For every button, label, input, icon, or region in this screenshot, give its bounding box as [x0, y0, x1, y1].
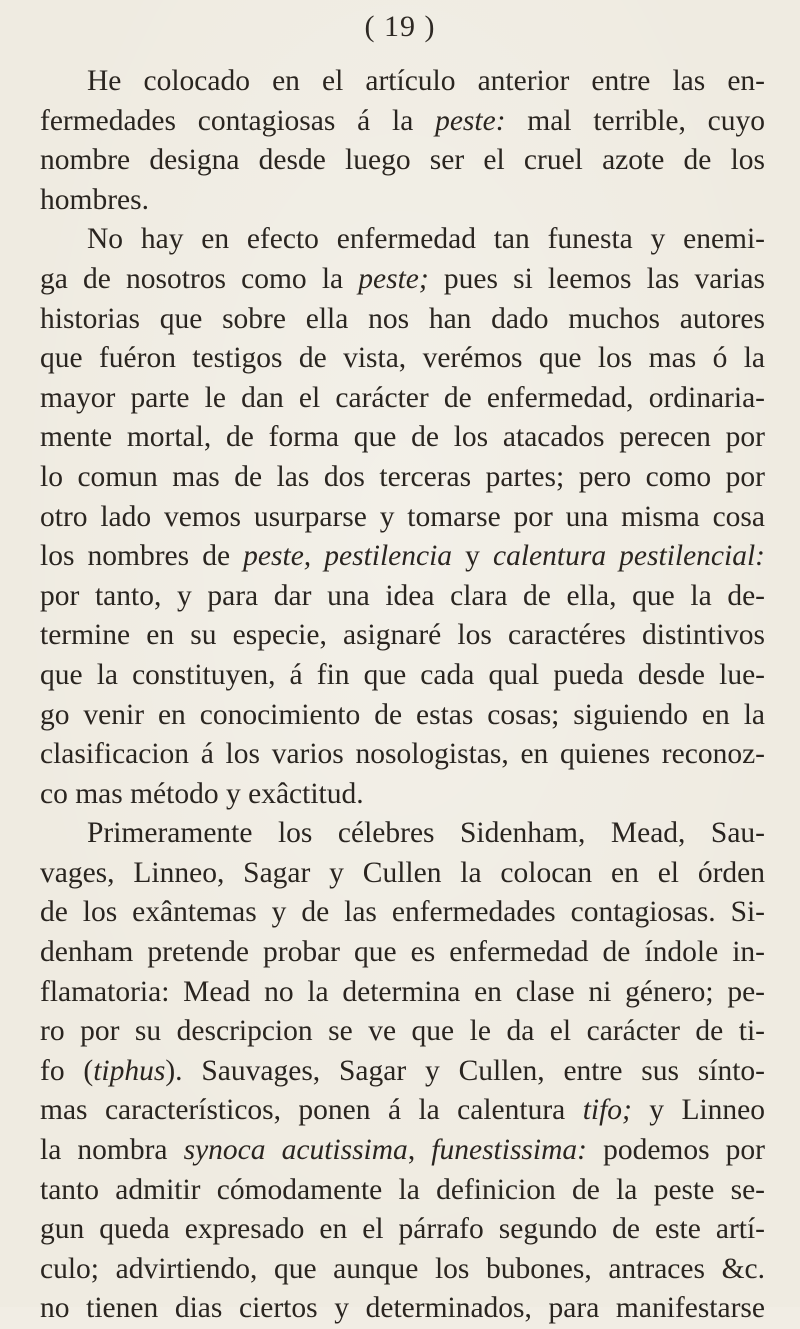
text-line — [40, 814, 765, 854]
text-segment: He colocado en el artículo anterior entre las en- — [87, 65, 765, 97]
text-segment: vages, Linneo, Sagar y Cullen la colocan en el órden — [40, 856, 765, 889]
text-segment: termine en su especie, asignaré los caractéres distintivos — [40, 619, 765, 652]
text-line — [40, 220, 765, 260]
text-line — [40, 1012, 765, 1052]
text-line — [40, 1131, 765, 1171]
text-segment: los nombres de — [40, 540, 244, 573]
text-segment: historias que sobre ella nos han dado muchos autores — [40, 302, 765, 335]
text-segment: pues si leemos las varias — [428, 262, 765, 295]
text-segment: mayor parte le dan el carácter de enfermedad, ordinaria- — [40, 381, 765, 414]
text-line — [40, 893, 765, 933]
italic-term: tiphus — [93, 1054, 166, 1087]
text-segment: ga de nosotros como la — [40, 262, 359, 295]
text-line — [40, 141, 765, 181]
text-line — [40, 775, 765, 815]
text-line — [40, 260, 765, 300]
text-line — [40, 458, 765, 498]
text-segment: flamatoria: Mead no la determina en clase ni género; pe- — [40, 975, 765, 1008]
text-segment: mas característicos, ponen á la calentura — [40, 1094, 583, 1127]
text-segment: denham pretende probar que es enfermedad de índole in- — [40, 936, 765, 969]
text-segment: ro por su descripcion se ve que le da el carácter de ti- — [40, 1015, 765, 1048]
text-segment: tanto admitir cómodamente la definicion de la peste se- — [40, 1173, 765, 1206]
text-line — [40, 854, 765, 894]
text-line — [40, 498, 765, 538]
text-line — [40, 1289, 765, 1329]
text-segment: clasificacion á los varios nosologistas, en quienes reconoz- — [40, 738, 765, 771]
text-line — [40, 1091, 765, 1131]
text-segment: No hay en efecto enfermedad tan funesta y enemi- — [87, 223, 765, 256]
page-number: ( 19 ) — [364, 10, 436, 43]
text-line — [40, 379, 765, 419]
text-segment: nombre designa desde luego ser el cruel azote de los — [40, 144, 765, 177]
text-segment: fo ( — [40, 1054, 94, 1087]
text-segment: lo comun mas de las dos terceras partes; pero como por — [40, 460, 765, 493]
text-line — [40, 339, 765, 379]
text-segment: mal terrible, cuyo — [505, 104, 765, 137]
text-segment: hombres. — [40, 183, 149, 216]
text-line — [40, 300, 765, 340]
body-text — [40, 62, 765, 1329]
text-line — [40, 181, 765, 221]
text-segment: fermedades contagiosas á la — [40, 104, 436, 137]
text-segment: podemos por — [586, 1134, 766, 1167]
text-segment: Primeramente los célebres Sidenham, Mead, Sau- — [87, 817, 765, 850]
italic-term: calentura pestilencial: — [493, 540, 765, 573]
text-segment: y — [452, 540, 494, 573]
text-line — [40, 62, 765, 102]
text-segment: go venir en conocimiento de estas cosas; siguiendo en la — [40, 698, 765, 731]
text-line — [40, 577, 765, 617]
text-segment: no tienen dias ciertos y determinados, para manifestarse — [40, 1292, 765, 1325]
text-segment: que fuéron testigos de vista, verémos que los mas ó la — [40, 342, 765, 375]
italic-term: peste; — [358, 262, 429, 295]
text-segment: de los exântemas y de las enfermedades contagiosas. Si- — [40, 896, 765, 929]
italic-term: peste: — [435, 104, 506, 137]
text-line — [40, 616, 765, 656]
text-segment: mente mortal, de forma que de los atacados perecen por — [40, 421, 765, 454]
text-segment: co mas método y exâctitud. — [40, 777, 364, 810]
text-segment: ). Sauvages, Sagar y Cullen, entre sus sínto- — [165, 1054, 765, 1087]
text-line — [40, 1052, 765, 1092]
text-line — [40, 537, 765, 577]
text-line — [40, 973, 765, 1013]
text-segment: culo; advirtiendo, que aunque los bubones, antraces &c. — [40, 1252, 765, 1285]
text-line — [40, 102, 765, 142]
text-line — [40, 1171, 765, 1211]
text-line — [40, 1250, 765, 1290]
text-segment: la nombra — [40, 1134, 184, 1167]
italic-term: funestissima: — [431, 1134, 587, 1167]
text-segment: por tanto, y para dar una idea clara de ella, que la de- — [40, 579, 765, 612]
text-segment: , — [407, 1134, 432, 1167]
text-line — [40, 1210, 765, 1250]
text-segment: que la constituyen, á fin que cada qual pueda desde lue- — [40, 658, 765, 691]
text-segment: gun queda expresado en el párrafo segundo de este artí- — [40, 1213, 765, 1246]
italic-term: synoca acutissima — [183, 1134, 408, 1167]
text-line — [40, 656, 765, 696]
text-segment: otro lado vemos usurparse y tomarse por una misma cosa — [40, 500, 765, 533]
text-line — [40, 933, 765, 973]
text-line — [40, 735, 765, 775]
text-segment: y Linneo — [631, 1094, 766, 1127]
italic-term: peste, pestilencia — [243, 540, 453, 573]
text-line — [40, 696, 765, 736]
italic-term: tifo; — [582, 1094, 632, 1127]
text-line — [40, 418, 765, 458]
